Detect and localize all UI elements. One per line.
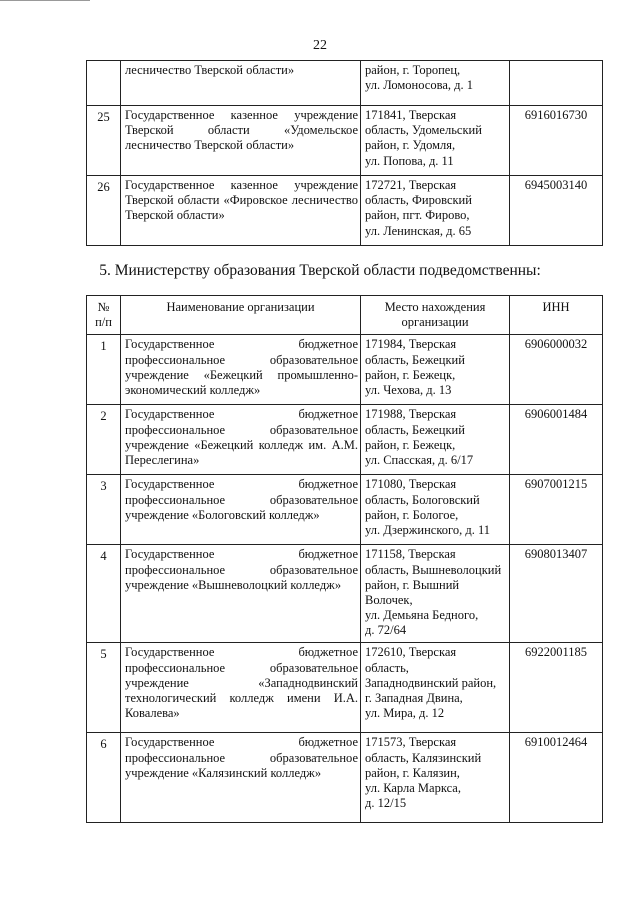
table-row [87, 176, 603, 246]
address-line: ул. Спасская, д. 6/17 [365, 453, 474, 468]
table-row [87, 405, 603, 475]
table-row [87, 733, 603, 823]
address-line: ул. Мира, д. 12 [365, 706, 445, 721]
row-number: 3 [87, 475, 121, 545]
organization-address [361, 733, 510, 823]
address-line: район, г. Бологое, [365, 507, 459, 522]
organization-address [361, 61, 510, 106]
address-line: область, Бежецкий [365, 352, 465, 367]
address-line: ул. Карла Маркса, [365, 781, 461, 796]
organization-name: Государственное казенное учреждение Тверской области «Фировское лесничество Тверской области» [121, 176, 361, 246]
table-row [87, 335, 603, 405]
row-number: 5 [87, 643, 121, 733]
organization-name: лесничество Тверской области» [121, 61, 361, 106]
organization-address [361, 643, 510, 733]
address-line: область, Вышневолоцкий [365, 562, 502, 577]
header-address: Место нахождения организации [361, 296, 510, 335]
inn-value: 6906000032 [510, 335, 603, 405]
header-num: № п/п [87, 296, 121, 335]
address-line: область, Бологовский [365, 492, 480, 507]
table-forestry-continued [86, 60, 603, 246]
row-number: 4 [87, 545, 121, 643]
address-line: Волочек, [365, 593, 413, 608]
organization-address [361, 106, 510, 176]
address-line: ул. Демьяна Бедного, [365, 608, 479, 623]
row-number [87, 61, 121, 106]
address-line: Западнодвинский район, [365, 675, 497, 690]
row-number: 2 [87, 405, 121, 475]
address-line: район, г. Удомля, [365, 138, 456, 153]
address-line: 172721, Тверская [365, 178, 457, 192]
address-line: д. 12/15 [365, 796, 407, 811]
page-number: 22 [313, 38, 327, 53]
address-line: район, г. Калязин, [365, 765, 460, 780]
address-line: 171841, Тверская [365, 108, 457, 122]
organization-address [361, 475, 510, 545]
address-line: район, г. Торопец, [365, 63, 461, 77]
address-line: ул. Чехова, д. 13 [365, 383, 452, 398]
address-line: область, [365, 660, 409, 675]
table-row [87, 475, 603, 545]
row-number: 6 [87, 733, 121, 823]
organization-name: Государственное бюджетное профессиональное образовательное учреждение «Вышневолоцкий колледж» [121, 545, 361, 643]
table-row [87, 545, 603, 643]
header-name: Наименование организации [121, 296, 361, 335]
address-line: область, Калязинский [365, 750, 482, 765]
row-number: 26 [87, 176, 121, 246]
table-row [87, 61, 603, 106]
organization-name: Государственное бюджетное профессиональное образовательное учреждение «Бологовский колледж» [121, 475, 361, 545]
inn-value: 6906001484 [510, 405, 603, 475]
section-heading: 5. Министерству образования Тверской области подведомственны: [99, 262, 541, 279]
header-inn: ИНН [510, 296, 603, 335]
row-number: 25 [87, 106, 121, 176]
inn-value: 6916016730 [510, 106, 603, 176]
address-line: район, г. Вышний [365, 577, 460, 592]
address-line: область, Фировский [365, 193, 472, 208]
address-line: 171158, Тверская [365, 547, 456, 562]
organization-address [361, 545, 510, 643]
row-number: 1 [87, 335, 121, 405]
organization-name: Государственное бюджетное профессиональное образовательное учреждение «Западнодвинский технологический колледж имени И.А. Ковалева» [121, 643, 361, 733]
organization-address [361, 335, 510, 405]
address-line: ул. Ленинская, д. 65 [365, 223, 472, 238]
address-line: 171988, Тверская [365, 407, 457, 422]
inn-value: 6922001185 [510, 643, 603, 733]
address-line: район, г. Бежецк, [365, 367, 456, 382]
organization-name: Государственное бюджетное профессиональное образовательное учреждение «Бежецкий колледж им. А.М. Переслегина» [121, 405, 361, 475]
address-line: ул. Ломоносова, д. 1 [365, 78, 473, 93]
address-line: 171080, Тверская [365, 477, 457, 492]
address-line: д. 72/64 [365, 623, 407, 638]
address-line: район, г. Бежецк, [365, 437, 456, 452]
inn-value: 6907001215 [510, 475, 603, 545]
address-line: область, Бежецкий [365, 422, 465, 437]
address-line: ул. Попова, д. 11 [365, 153, 454, 168]
address-line: область, Удомельский [365, 123, 482, 138]
address-line: ул. Дзержинского, д. 11 [365, 523, 490, 538]
address-line: г. Западная Двина, [365, 691, 463, 706]
address-line: район, пгт. Фирово, [365, 208, 470, 223]
address-line: 171573, Тверская [365, 735, 457, 750]
table-row [87, 643, 603, 733]
table-header-row [87, 296, 603, 335]
table-row [87, 106, 603, 176]
organization-name: Государственное казенное учреждение Тверской области «Удомельское лесничество Тверской области» [121, 106, 361, 176]
corner-mark [0, 0, 90, 2]
organization-address [361, 176, 510, 246]
inn-value: 6945003140 [510, 176, 603, 246]
address-line: 172610, Тверская [365, 645, 457, 660]
organization-name: Государственное бюджетное профессиональное образовательное учреждение «Калязинский колледж» [121, 733, 361, 823]
inn-value: 6908013407 [510, 545, 603, 643]
inn-value: 6910012464 [510, 733, 603, 823]
inn-value [510, 61, 603, 106]
organization-address [361, 405, 510, 475]
address-line: 171984, Тверская [365, 337, 457, 352]
table-education-organizations [86, 295, 603, 823]
organization-name: Государственное бюджетное профессиональное образовательное учреждение «Бежецкий промышленно-экономический колледж» [121, 335, 361, 405]
